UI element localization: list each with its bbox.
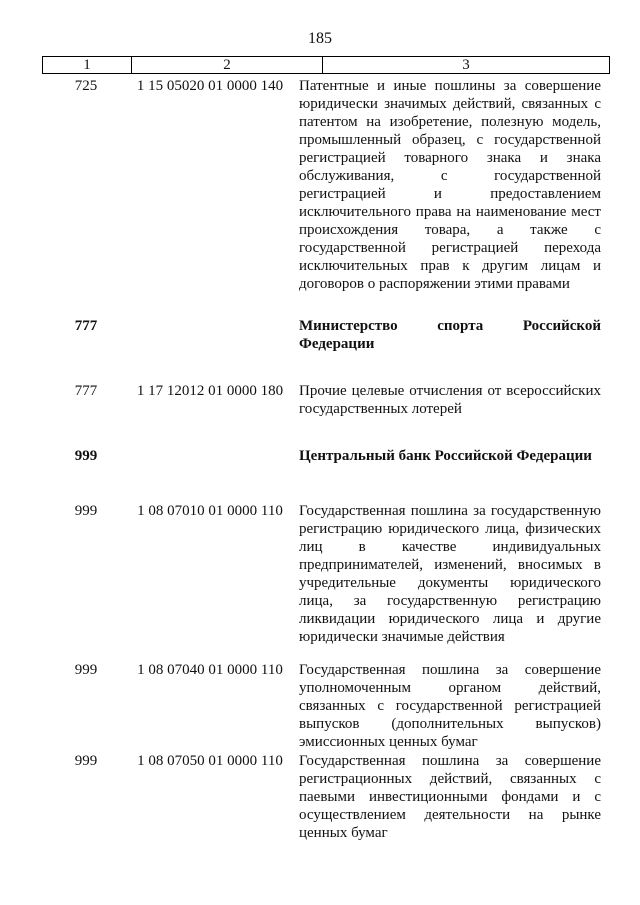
budget-classification-code: 1 15 05020 01 0000 140 xyxy=(136,78,284,94)
admin-code: 999 xyxy=(74,503,98,519)
header-col-2: 2 xyxy=(132,57,323,73)
admin-code: 725 xyxy=(74,78,98,94)
header-col-1: 1 xyxy=(43,57,132,73)
page-number: 185 xyxy=(308,30,332,47)
administrator-name: Центральный банк Российской Федерации xyxy=(299,448,592,464)
budget-classification-code: 1 17 12012 01 0000 180 xyxy=(136,383,284,399)
revenue-name: Государственная пошлина за государственную регистрацию юридического лица, физических лиц в качестве индивидуальных предпринимателей, изменений, вносимых в учредительные документы юридического лица, за государственную регистрацию ликвидации юридического лица и другие юридически значимые действия xyxy=(299,503,601,645)
admin-code: 999 xyxy=(74,448,98,464)
revenue-name: Государственная пошлина за совершение уполномоченным органом действий, связанных с государственной регистрацией выпусков (дополнительных выпусков) эмиссионных ценных бумаг xyxy=(299,662,601,750)
budget-classification-code: 1 08 07010 01 0000 110 xyxy=(137,503,283,519)
table-header xyxy=(42,56,610,74)
admin-code: 999 xyxy=(74,662,98,678)
admin-code: 999 xyxy=(74,753,98,769)
revenue-name: Прочие целевые отчисления от всероссийских государственных лотерей xyxy=(299,383,601,417)
budget-classification-code: 1 08 07050 01 0000 110 xyxy=(137,753,283,769)
admin-code: 777 xyxy=(74,318,98,334)
header-col-3: 3 xyxy=(462,57,470,73)
budget-classification-code: 1 08 07040 01 0000 110 xyxy=(137,662,283,678)
revenue-name: Государственная пошлина за совершение регистрационных действий, связанных с паевыми инвестиционными фондами и с осуществлением деятельности на рынке ценных бумаг xyxy=(299,753,601,841)
revenue-name: Патентные и иные пошлины за совершение юридически значимых действий, связанных с патентом на изобретение, полезную модель, промышленный образец, с государственной регистрацией товарного знака и знака обслуживания, с государственной регистрацией и предоставлением исключительного права на наименование мест происхождения товара, а также с государственной регистрацией перехода исключительных прав к другим лицам и договоров о распоряжении этими правами xyxy=(299,78,601,292)
admin-code: 777 xyxy=(74,383,98,399)
administrator-name: Министерство спорта Российской Федерации xyxy=(299,318,601,352)
